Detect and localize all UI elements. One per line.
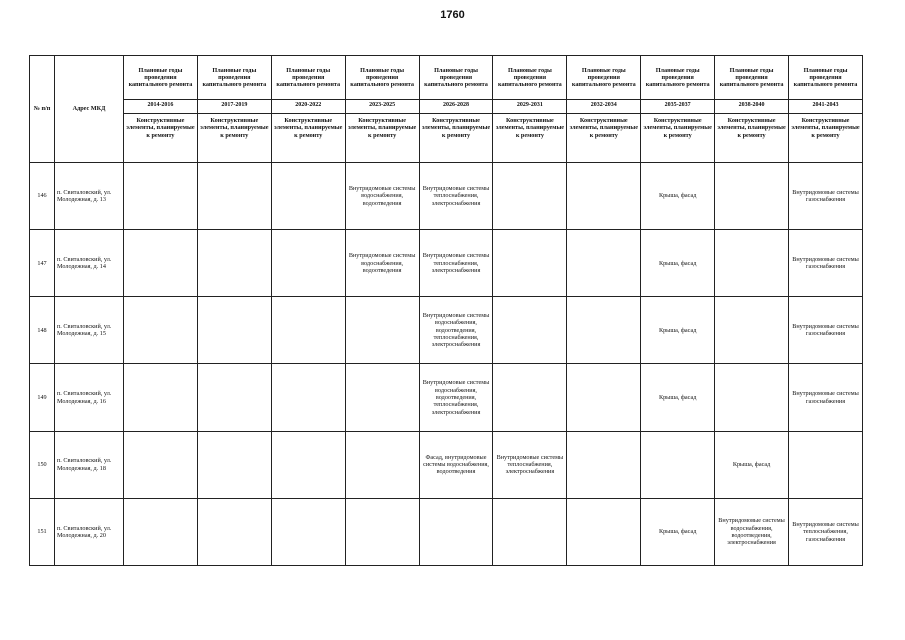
table-cell — [345, 431, 419, 498]
table-cell — [197, 230, 271, 297]
table-cell: Крыша, фасад — [641, 498, 715, 565]
table-cell — [567, 498, 641, 565]
header-elements: Конструктивные элементы, планируемые к ремонту — [271, 114, 345, 163]
table-cell — [493, 297, 567, 364]
table-cell — [493, 498, 567, 565]
table-cell: Внутридомовые системы водоснабжения, водоотведения, электроснабжения — [715, 498, 789, 565]
header-address: Адрес МКД — [55, 56, 124, 163]
table-cell — [789, 431, 863, 498]
table-cell — [567, 431, 641, 498]
header-period: 2029-2031 — [493, 100, 567, 114]
header-elements: Конструктивные элементы, планируемые к ремонту — [419, 114, 493, 163]
header-title: Плановые годы проведения капитального ремонта — [271, 56, 345, 100]
table-cell — [124, 163, 198, 230]
table-cell — [641, 431, 715, 498]
table-cell — [271, 431, 345, 498]
table-row — [30, 498, 863, 565]
header-period: 2038-2040 — [715, 100, 789, 114]
header-elements-row — [30, 114, 863, 163]
header-title: Плановые годы проведения капитального ремонта — [789, 56, 863, 100]
table-cell — [271, 230, 345, 297]
table-cell — [493, 364, 567, 431]
row-number: 150 — [30, 431, 55, 498]
table-cell — [124, 364, 198, 431]
header-title: Плановые годы проведения капитального ремонта — [493, 56, 567, 100]
header-period: 2041-2043 — [789, 100, 863, 114]
header-elements: Конструктивные элементы, планируемые к ремонту — [567, 114, 641, 163]
table-cell: Внутридомовые системы теплоснабжения, электроснабжения — [493, 431, 567, 498]
header-elements: Конструктивные элементы, планируемые к ремонту — [789, 114, 863, 163]
table-cell — [715, 230, 789, 297]
table-row — [30, 431, 863, 498]
table-row — [30, 230, 863, 297]
table-row — [30, 163, 863, 230]
header-period: 2020-2022 — [271, 100, 345, 114]
row-number: 148 — [30, 297, 55, 364]
table-cell — [124, 498, 198, 565]
table-cell — [124, 230, 198, 297]
header-period: 2023-2025 — [345, 100, 419, 114]
header-title: Плановые годы проведения капитального ремонта — [124, 56, 198, 100]
table-cell — [271, 498, 345, 565]
header-elements: Конструктивные элементы, планируемые к ремонту — [197, 114, 271, 163]
row-number: 149 — [30, 364, 55, 431]
table-cell: Внутридомовые системы газоснабжения — [789, 364, 863, 431]
header-title-row — [30, 56, 863, 100]
table-cell — [197, 364, 271, 431]
table-row — [30, 364, 863, 431]
table-cell: Крыша, фасад — [641, 297, 715, 364]
table-cell — [197, 163, 271, 230]
header-period: 2032-2034 — [567, 100, 641, 114]
row-address: п. Свиталовский, ул. Молодежная, д. 13 — [55, 163, 124, 230]
row-address: п. Свиталовский, ул. Молодежная, д. 18 — [55, 431, 124, 498]
header-title: Плановые годы проведения капитального ремонта — [197, 56, 271, 100]
table-cell — [419, 498, 493, 565]
header-title: Плановые годы проведения капитального ремонта — [345, 56, 419, 100]
header-elements: Конструктивные элементы, планируемые к ремонту — [493, 114, 567, 163]
table-cell — [345, 498, 419, 565]
table-cell — [197, 431, 271, 498]
header-number: № п/п — [30, 56, 55, 163]
header-period: 2017-2019 — [197, 100, 271, 114]
header-period: 2014-2016 — [124, 100, 198, 114]
table-cell: Внутридомовые системы водоснабжения, водоотведения — [345, 230, 419, 297]
header-period-row — [30, 100, 863, 114]
row-number: 146 — [30, 163, 55, 230]
table-cell: Внутридомовые системы газоснабжения — [789, 297, 863, 364]
table-cell: Крыша, фасад — [641, 163, 715, 230]
table-cell: Крыша, фасад — [641, 364, 715, 431]
table-cell — [271, 364, 345, 431]
table-cell — [493, 163, 567, 230]
table-cell — [271, 163, 345, 230]
table-cell — [567, 297, 641, 364]
table-cell: Внутридомовые системы теплоснабжения, электроснабжения — [419, 163, 493, 230]
table-cell — [124, 297, 198, 364]
header-title: Плановые годы проведения капитального ремонта — [567, 56, 641, 100]
capital-repair-table — [29, 55, 863, 566]
header-title: Плановые годы проведения капитального ремонта — [419, 56, 493, 100]
table-cell — [345, 297, 419, 364]
table-cell — [567, 364, 641, 431]
header-title: Плановые годы проведения капитального ремонта — [715, 56, 789, 100]
table-cell — [567, 163, 641, 230]
header-elements: Конструктивные элементы, планируемые к ремонту — [345, 114, 419, 163]
header-title: Плановые годы проведения капитального ремонта — [641, 56, 715, 100]
table-cell: Крыша, фасад — [715, 431, 789, 498]
table-cell: Внутридомовые системы теплоснабжения, электроснабжения — [419, 230, 493, 297]
table-cell — [345, 364, 419, 431]
header-elements: Конструктивные элементы, планируемые к ремонту — [641, 114, 715, 163]
table-cell — [567, 230, 641, 297]
table-cell — [715, 364, 789, 431]
row-address: п. Свиталовский, ул. Молодежная, д. 14 — [55, 230, 124, 297]
header-period: 2035-2037 — [641, 100, 715, 114]
row-number: 147 — [30, 230, 55, 297]
table-cell — [271, 297, 345, 364]
table-cell: Внутридомовые системы водоснабжения, водоотведения — [345, 163, 419, 230]
table-cell — [197, 297, 271, 364]
row-address: п. Свиталовский, ул. Молодежная, д. 16 — [55, 364, 124, 431]
table-cell: Внутридомовые системы водоснабжения, водоотведения, теплоснабжения, электроснабжения — [419, 297, 493, 364]
row-number: 151 — [30, 498, 55, 565]
table-cell: Внутридомовые системы газоснабжения — [789, 230, 863, 297]
table-cell: Фасад, внутридомовые системы водоснабжения, водоотведения — [419, 431, 493, 498]
row-address: п. Свиталовский, ул. Молодежная, д. 20 — [55, 498, 124, 565]
table-cell — [197, 498, 271, 565]
header-period: 2026-2028 — [419, 100, 493, 114]
table-cell: Внутридомовые системы водоснабжения, водоотведения, теплоснабжения, электроснабжения — [419, 364, 493, 431]
table-cell: Крыша, фасад — [641, 230, 715, 297]
table-cell — [493, 230, 567, 297]
table-cell: Внутридомовые системы теплоснабжения, газоснабжения — [789, 498, 863, 565]
header-elements: Конструктивные элементы, планируемые к ремонту — [124, 114, 198, 163]
table-cell: Внутридомовые системы газоснабжения — [789, 163, 863, 230]
page-number: 1760 — [440, 9, 465, 21]
header-elements: Конструктивные элементы, планируемые к ремонту — [715, 114, 789, 163]
row-address: п. Свиталовский, ул. Молодежная, д. 15 — [55, 297, 124, 364]
table-cell — [715, 163, 789, 230]
table-cell — [124, 431, 198, 498]
table-cell — [715, 297, 789, 364]
table-row — [30, 297, 863, 364]
